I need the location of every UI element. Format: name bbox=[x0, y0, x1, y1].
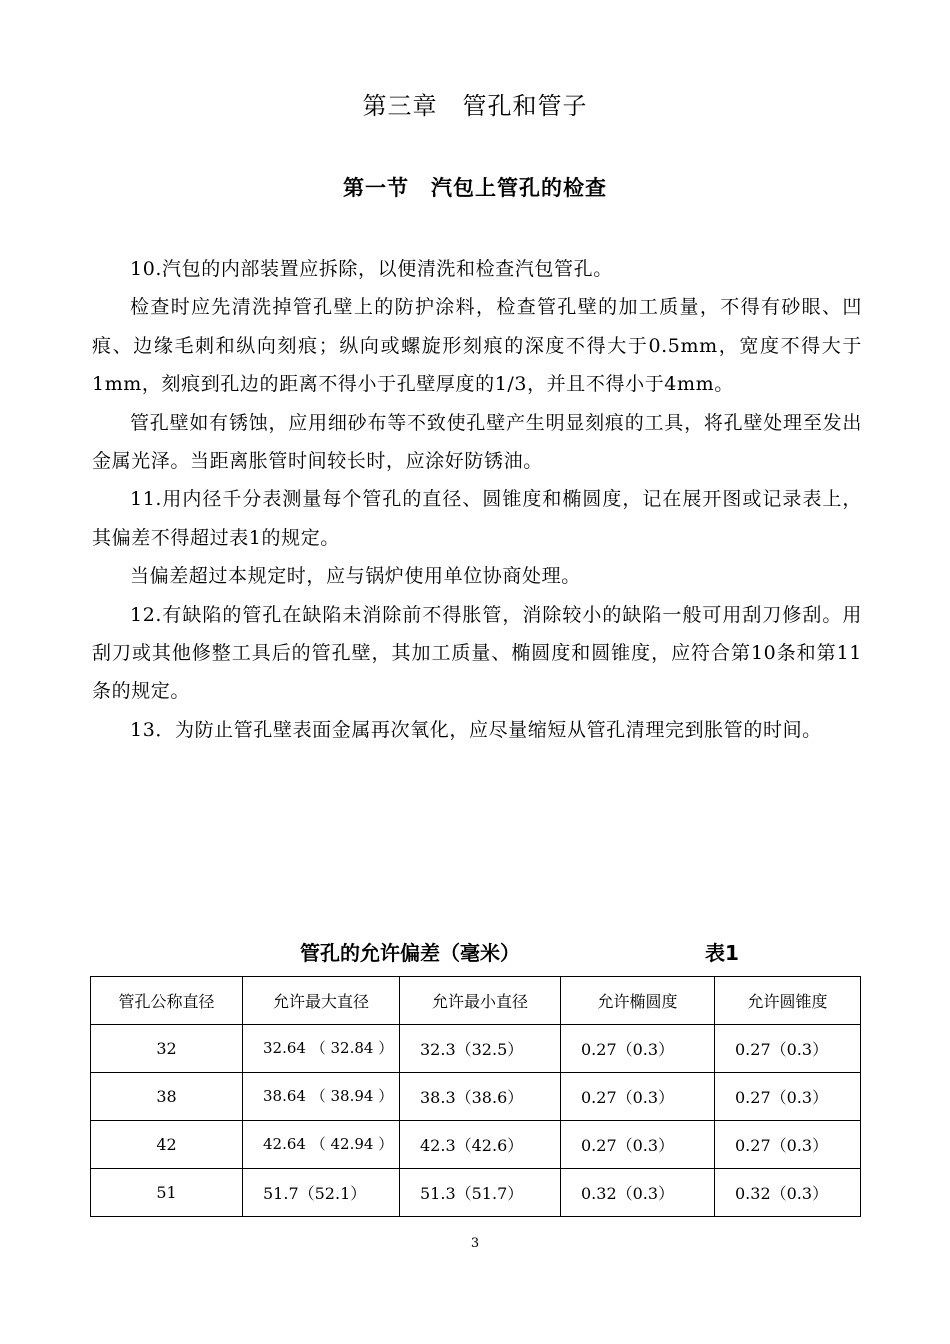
table-row bbox=[91, 1121, 861, 1169]
header-max-diameter: 允许最大直径 bbox=[243, 977, 400, 1025]
cell-ovality: 0.27（0.3） bbox=[561, 1025, 715, 1073]
cell-ovality: 0.32（0.3） bbox=[561, 1169, 715, 1217]
cell-min-diameter: 32.3（32.5） bbox=[400, 1025, 561, 1073]
table-row bbox=[91, 1073, 861, 1121]
cell-nominal-diameter: 38 bbox=[91, 1073, 243, 1121]
header-min-diameter: 允许最小直径 bbox=[400, 977, 561, 1025]
cell-max-diameter: 42.64 （ 42.94 ） bbox=[243, 1121, 400, 1169]
page-number: 3 bbox=[470, 1236, 480, 1251]
cell-taper: 0.32（0.3） bbox=[715, 1169, 861, 1217]
cell-min-diameter: 51.3（51.7） bbox=[400, 1169, 561, 1217]
paragraph-13: 13．为防止管孔壁表面金属再次氧化，应尽量缩短从管孔清理完到胀管的时间。 bbox=[130, 718, 822, 741]
cell-ovality: 0.27（0.3） bbox=[561, 1073, 715, 1121]
tolerance-table bbox=[90, 976, 861, 1217]
table-row bbox=[91, 1025, 861, 1073]
chapter-title: 第三章 管孔和管子 bbox=[362, 92, 588, 120]
table-number: 表1 bbox=[705, 941, 739, 965]
table-header-row bbox=[91, 977, 861, 1025]
table-row bbox=[91, 1169, 861, 1217]
paragraph-11: 11.用内径千分表测量每个管孔的直径、圆锥度和椭圆度，记在展开图或记录表上，其偏差不得超过表1的规定。 bbox=[92, 488, 862, 549]
header-taper: 允许圆锥度 bbox=[715, 977, 861, 1025]
cell-max-diameter: 51.7（52.1） bbox=[243, 1169, 400, 1217]
paragraph-inspection: 检查时应先清洗掉管孔壁上的防护涂料，检查管孔壁的加工质量，不得有砂眼、凹痕、边缘毛刺和纵向刻痕；纵向或螺旋形刻痕的深度不得大于0.5mm，宽度不得大于1mm，刻痕到孔边的距离不得小于孔壁厚度的1/3，并且不得小于4mm。 bbox=[92, 296, 862, 396]
paragraph-rust: 管孔壁如有锈蚀，应用细砂布等不致使孔壁产生明显刻痕的工具，将孔壁处理至发出金属光泽。当距离胀管时间较长时，应涂好防锈油。 bbox=[92, 411, 862, 473]
cell-taper: 0.27（0.3） bbox=[715, 1073, 861, 1121]
section-title: 第一节 汽包上管孔的检查 bbox=[343, 176, 607, 200]
cell-nominal-diameter: 32 bbox=[91, 1025, 243, 1073]
header-ovality: 允许椭圆度 bbox=[561, 977, 715, 1025]
cell-max-diameter: 32.64 （ 32.84 ） bbox=[243, 1025, 400, 1073]
cell-nominal-diameter: 51 bbox=[91, 1169, 243, 1217]
cell-taper: 0.27（0.3） bbox=[715, 1025, 861, 1073]
header-nominal-diameter: 管孔公称直径 bbox=[91, 977, 243, 1025]
cell-taper: 0.27（0.3） bbox=[715, 1121, 861, 1169]
cell-min-diameter: 42.3（42.6） bbox=[400, 1121, 561, 1169]
body-text bbox=[92, 250, 862, 749]
cell-max-diameter: 38.64 （ 38.94 ） bbox=[243, 1073, 400, 1121]
cell-min-diameter: 38.3（38.6） bbox=[400, 1073, 561, 1121]
cell-ovality: 0.27（0.3） bbox=[561, 1121, 715, 1169]
paragraph-10: 10.汽包的内部装置应拆除，以便清洗和检查汽包管孔。 bbox=[130, 258, 613, 280]
paragraph-12: 12.有缺陷的管孔在缺陷未消除前不得胀管，消除较小的缺陷一般可用刮刀修刮。用刮刀或其他修整工具后的管孔壁，其加工质量、椭圆度和圆锥度，应符合第10条和第11条的规定。 bbox=[92, 603, 862, 703]
table-caption: 管孔的允许偏差（毫米） bbox=[300, 941, 520, 965]
cell-nominal-diameter: 42 bbox=[91, 1121, 243, 1169]
paragraph-deviation: 当偏差超过本规定时，应与锅炉使用单位协商处理。 bbox=[130, 565, 581, 588]
